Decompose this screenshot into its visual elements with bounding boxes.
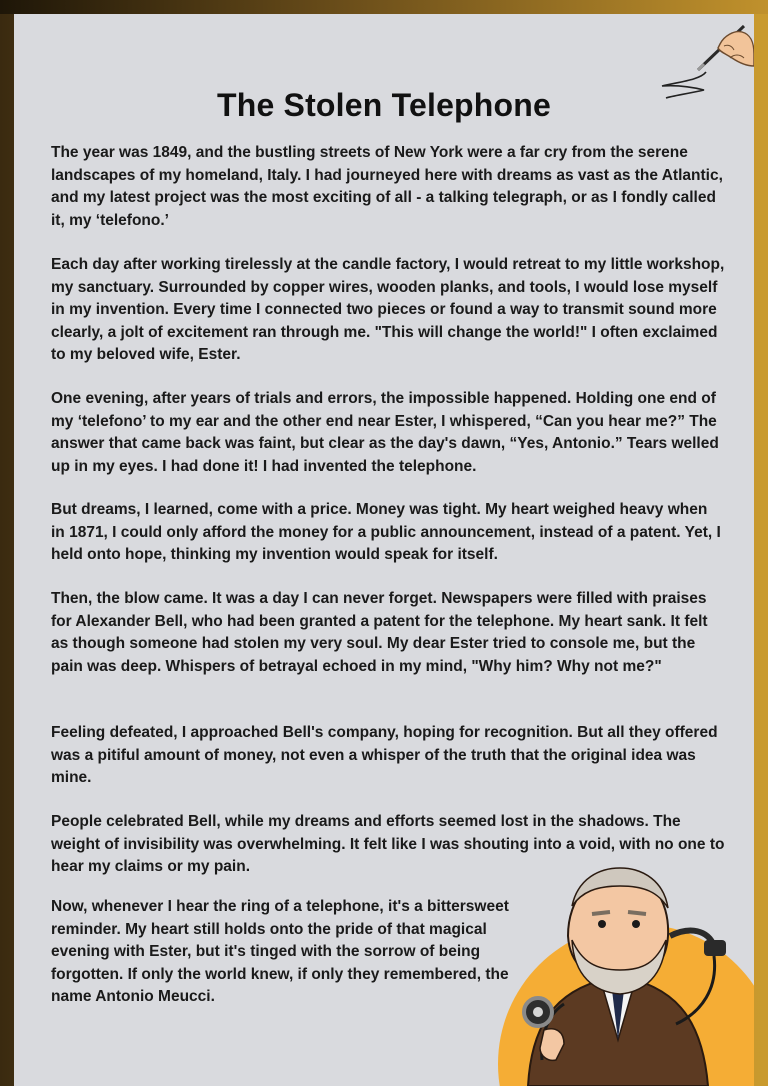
page-border: [0, 0, 768, 14]
paragraph-invention: One evening, after years of trials and errors, the impossible happened. Holding one end of my ‘telefono’ to my ear and the other end near Ester, I whispered, “Can you hear me?” The answer that came back was faint, but clear as the day's dawn, “Yes, Antonio.” Tears welled up in my eyes. I had done it! I had invented the telephone.: [51, 390, 719, 475]
paragraph-patent: But dreams, I learned, come with a price. Money was tight. My heart weighed heavy when in 1871, I could only afford the money for a public announcement, instead of a patent. Yet, I held onto hope, thinking my invention would speak for itself.: [51, 501, 721, 563]
paragraph-workshop: Each day after working tirelessly at the candle factory, I would retreat to my little workshop, my sanctuary. Surrounded by copper wires, wooden planks, and tools, I would lose myself in my invention. Every time I connected two pieces or found a way to transmit sound more clearly, a jolt of excitement ran through me. "This will change the world!" I often exclaimed to my beloved wife, Ester.: [51, 256, 725, 363]
paragraph-arrival: The year was 1849, and the bustling streets of New York were a far cry from the serene landscapes of my homeland, Italy. I had journeyed here with dreams as vast as the Atlantic, and my latest project was the most exciting of all - a talking telegraph, or as I fondly called it, my ‘telefono.’: [51, 144, 723, 229]
page-title: The Stolen Telephone: [216, 87, 552, 123]
paragraph-reminder: Now, whenever I hear the ring of a telephone, it's a bittersweet reminder. My heart still holds onto the pride of that magical evening with Ester, but it's tinged with the sorrow of being forgotten. If only the world knew, if only they remembered, the name Antonio Meucci.: [51, 898, 509, 1005]
paragraph-defeat: Feeling defeated, I approached Bell's company, hoping for recognition. But all they offered was a pitiful amount of money, not even a whisper of the truth that the original idea was mine.: [51, 724, 718, 786]
inventor-with-telephone-illustration: [468, 864, 754, 1086]
paragraph-betrayal: Then, the blow came. It was a day I can never forget. Newspapers were filled with praises for Alexander Bell, who had been granted a patent for the telephone. My heart sank. It felt as though someone had stolen my very soul. My dear Ester tried to console me, but the pain was deep. Whispers of betrayal echoed in my mind, "Why him? Why not me?": [51, 590, 708, 675]
document-page: [14, 14, 754, 1086]
paragraph-invisibility: People celebrated Bell, while my dreams and efforts seemed lost in the shadows. The weight of invisibility was overwhelming. It felt like I was shouting into a void, with no one to hear my claims or my pain.: [51, 813, 725, 875]
